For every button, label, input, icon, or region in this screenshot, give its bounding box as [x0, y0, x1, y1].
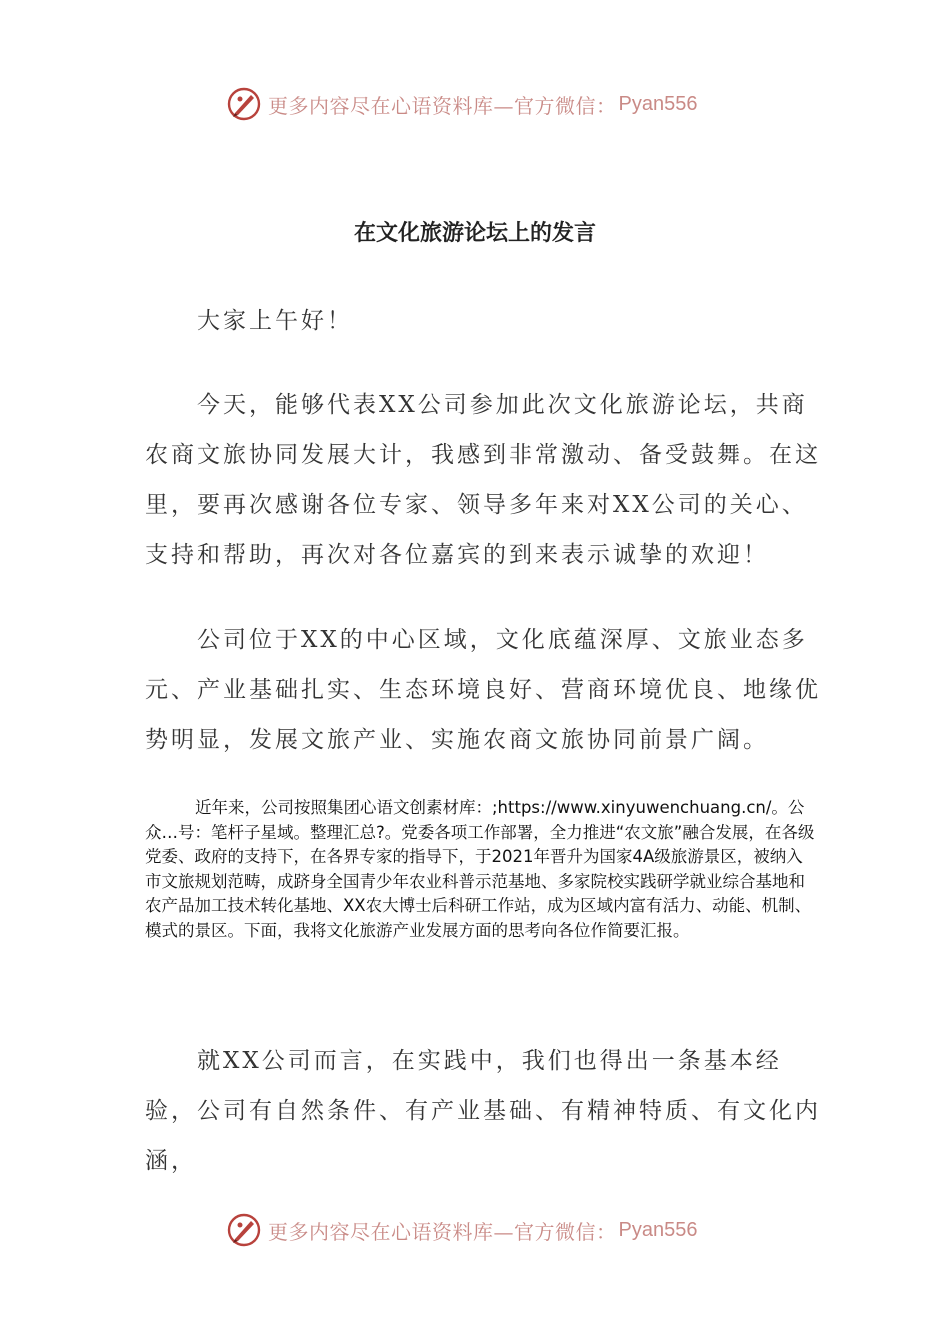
header-banner — [0, 82, 950, 126]
greeting: 大家上午好！ — [197, 308, 353, 334]
wechat-id: Pyan556 — [618, 1218, 698, 1241]
wechat-id: Pyan556 — [618, 92, 698, 115]
paragraph-2: 公司位于XX的中心区域，文化底蕴深厚、文旅业态多元、产业基础扎实、生态环境良好、营商环境优良、地缘优势明显，发展文旅产业、实施农商文旅协同前景广阔。 — [145, 627, 821, 753]
paragraph-1: 今天，能够代表XX公司参加此次文化旅游论坛，共商农商文旅协同发展大计，我感到非常激动、备受鼓舞。在这里，要再次感谢各位专家、领导多年来对XX公司的关心、支持和帮助，再次对各位嘉宾的到来表示诚挚的欢迎！ — [145, 392, 821, 568]
pen-logo-icon — [226, 86, 262, 122]
footer-banner — [0, 1208, 950, 1252]
banner-text: 更多内容尽在心语资料库—官方微信： — [268, 93, 617, 118]
paragraph-3: 近年来，公司按照集团心语文创素材库：;https://www.xinyuwenchuang.cn/。公众…号：笔杆子星域。整理汇总?。党委各项工作部署，全力推进“农文旅”融合发展，在各级党委、政府的支持下，在各界专家的指导下，于2021年晋升为国家4A级旅游景区，被纳入市文旅规划范畴，成跻身全国青少年农业科普示范基地、多家院校实践研学就业综合基地和农产品加工技术转化基地、XX农大博士后科研工作站，成为区域内富有活力、动能、机制、模式的景区。下面，我将文化旅游产业发展方面的思考向各位作简要汇报。 — [145, 798, 815, 940]
document-title: 在文化旅游论坛上的发言 — [353, 220, 596, 246]
paragraph-4: 就XX公司而言，在实践中，我们也得出一条基本经验，公司有自然条件、有产业基础、有精神特质、有文化内涵， — [145, 1048, 821, 1174]
banner-text: 更多内容尽在心语资料库—官方微信： — [268, 1219, 617, 1244]
pen-logo-icon — [226, 1212, 262, 1248]
